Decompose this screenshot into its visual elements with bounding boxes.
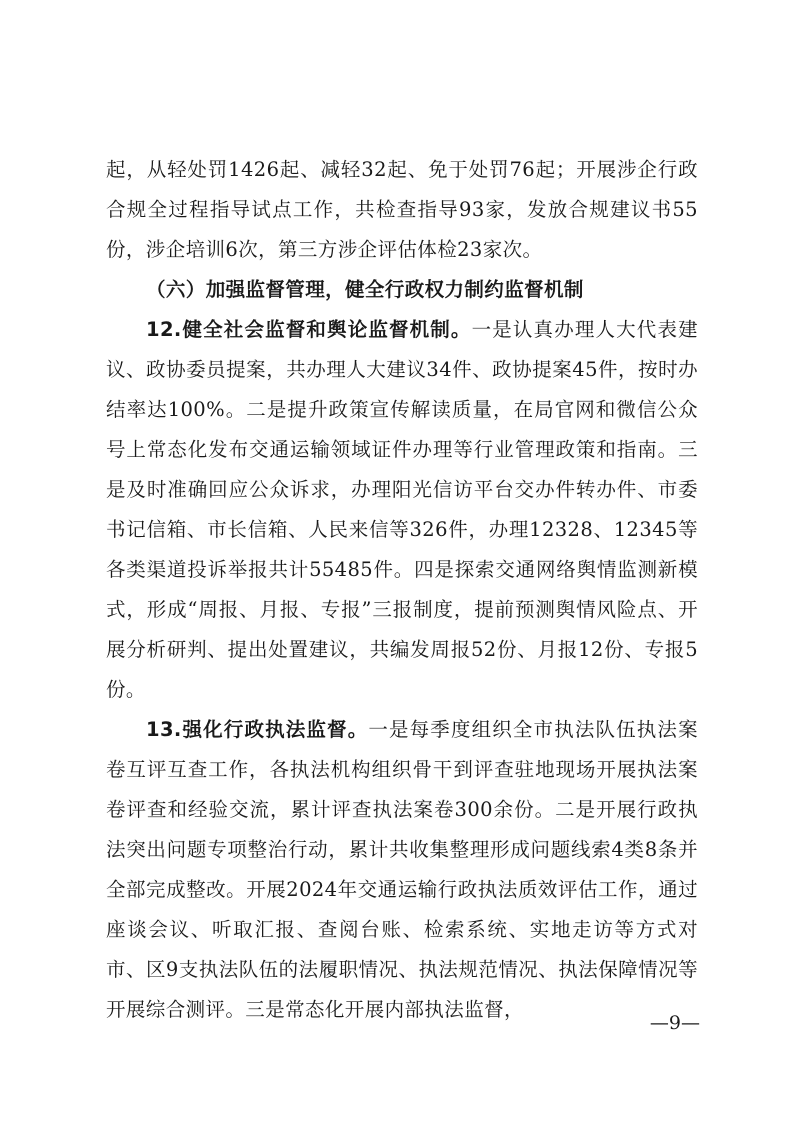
paragraph-item-12 [106, 310, 698, 710]
document-body [106, 150, 698, 1030]
page-number: —9— [649, 1012, 700, 1034]
item-13-title: 13.强化行政执法监督。 [146, 718, 369, 741]
paragraph-item-13 [106, 710, 698, 1030]
item-12-title: 12.健全社会监督和舆论监督机制。 [146, 318, 472, 341]
section-heading: （六）加强监督管理，健全行政权力制约监督机制 [146, 278, 584, 301]
paragraph-continuation: 起，从轻处罚1426起、减轻32起、免于处罚76起；开展涉企行政合规全过程指导试点工作，共检查指导93家，发放合规建议书55份，涉企培训6次，第三方涉企评估体检23家次。 [106, 158, 698, 261]
item-13-body: 一是每季度组织全市执法队伍执法案卷互评互查工作，各执法机构组织骨干到评查驻地现场开展执法案卷评查和经验交流，累计评查执法案卷300余份。二是开展行政执法突出问题专项整治行动，累计共收集整理形成问题线索4类8条并全部完成整改。开展2024年交通运输行政执法质效评估工作，通过座谈会议、听取汇报、查阅台账、检索系统、实地走访等方式对市、区9支执法队伍的法履职情况、执法规范情况、执法保障情况等开展综合测评。三是常态化开展内部执法监督， [106, 718, 698, 1021]
item-12-body: 一是认真办理人大代表建议、政协委员提案，共办理人大建议34件、政协提案45件，按时办结率达100%。二是提升政策宣传解读质量，在局官网和微信公众号上常态化发布交通运输领域证件办理等行业管理政策和指南。三是及时准确回应公众诉求，办理阳光信访平台交办件转办件、市委书记信箱、市长信箱、人民来信等326件，办理12328、12345等各类渠道投诉举报共计55485件。四是探索交通网络舆情监测新模式，形成“周报、月报、专报”三报制度，提前预测舆情风险点、开展分析研判、提出处置建议，共编发周报52份、月报12份、专报5份。 [106, 318, 698, 701]
